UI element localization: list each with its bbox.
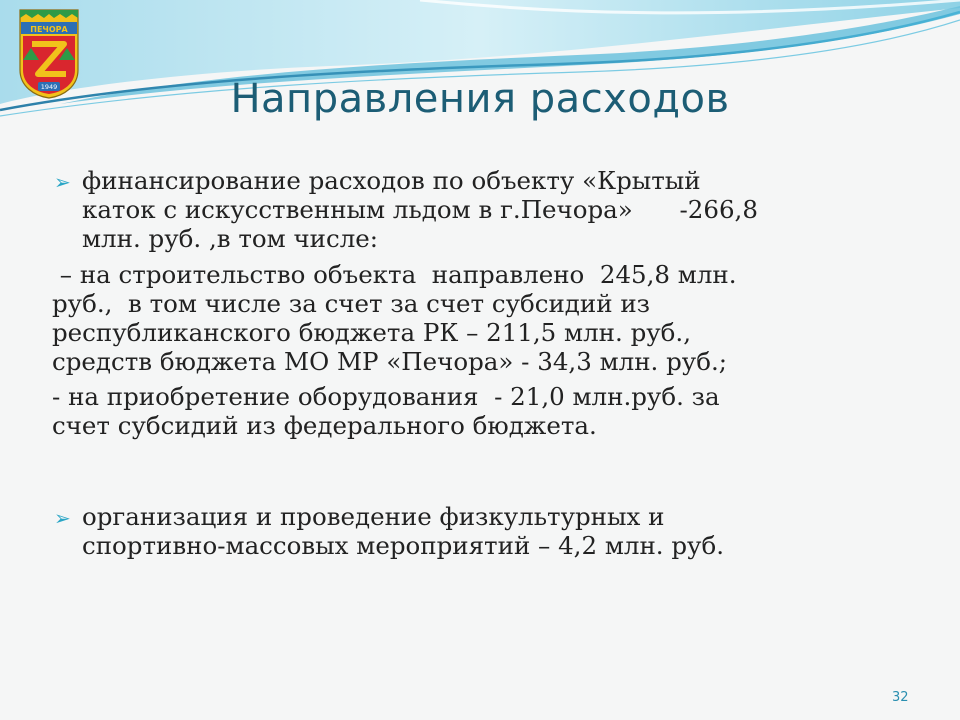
- emblem-year: 1949: [40, 83, 58, 91]
- bullet-line: финансирование расходов по объекту «Крытый: [82, 166, 701, 195]
- slide-title: Направления расходов: [230, 76, 730, 122]
- para-line: – на строительство объекта направлено 245,8 млн.: [52, 260, 737, 289]
- para-line: средств бюджета МО МР «Печора» - 34,3 млн. руб.;: [52, 347, 728, 376]
- page-number: 32: [892, 690, 909, 705]
- emblem-banner-text: ПЕЧОРА: [30, 25, 68, 34]
- bullet-line: млн. руб. ,в том числе:: [82, 224, 379, 253]
- para-line: - на приобретение оборудования - 21,0 млн.руб. за: [52, 382, 720, 411]
- bullet-line: организация и проведение физкультурных и: [82, 502, 665, 531]
- sub-item-equipment: [52, 382, 832, 440]
- slide-content: [52, 166, 832, 560]
- arrow-bullet-icon: ➢: [54, 506, 71, 530]
- bullet-line: спортивно-массовых мероприятий – 4,2 млн. руб.: [82, 531, 725, 560]
- bullet-item-sports-events: [52, 502, 832, 560]
- arrow-bullet-icon: ➢: [54, 170, 71, 194]
- spacer: [52, 440, 832, 502]
- para-line: республиканского бюджета РК – 211,5 млн. руб.,: [52, 318, 691, 347]
- bullet-item-financing: [52, 166, 832, 253]
- para-line: руб., в том числе за счет за счет субсидий из: [52, 289, 651, 318]
- bullet-line: каток с искусственным льдом в г.Печора» -266,8: [82, 195, 758, 224]
- sub-item-construction: [52, 260, 832, 376]
- para-line: счет субсидий из федерального бюджета.: [52, 411, 597, 440]
